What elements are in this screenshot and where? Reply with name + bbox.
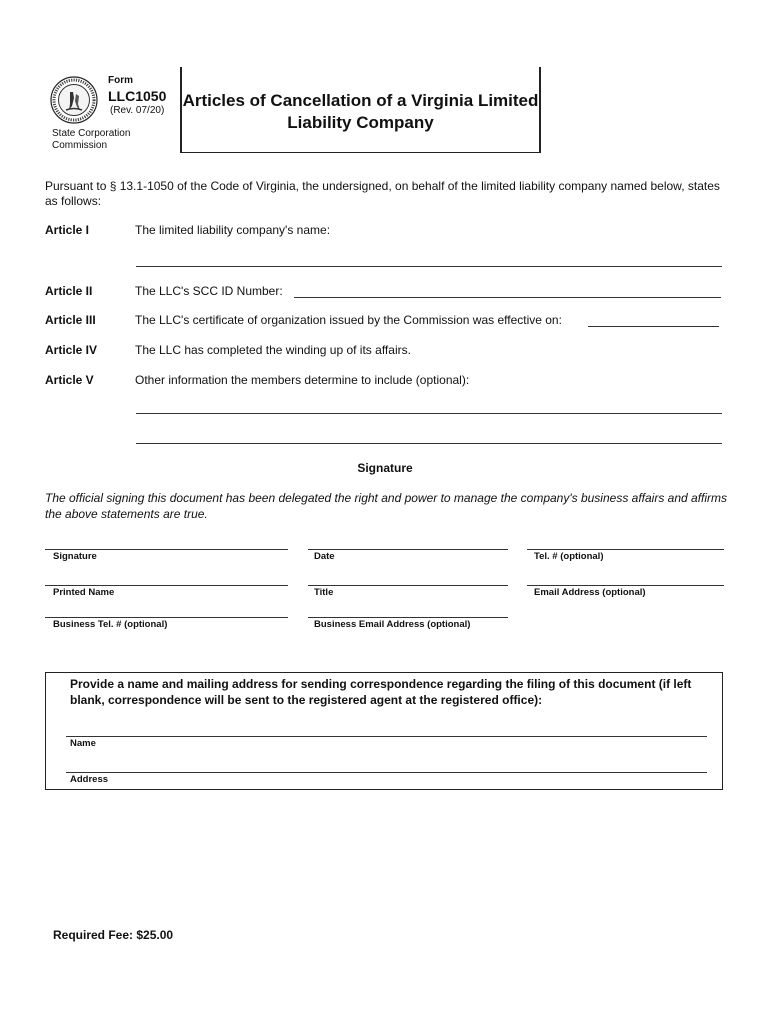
email-field[interactable] [527, 585, 724, 586]
signature-label: Signature [53, 551, 97, 562]
article-1-text: The limited liability company's name: [135, 223, 331, 237]
scc-id-field[interactable] [294, 297, 721, 298]
signature-heading: Signature [357, 461, 413, 475]
header-divider-right [539, 67, 541, 153]
signature-note: The official signing this document has been delegated the right and power to manage the company's business affairs and affirms the above statements are true. [45, 491, 728, 521]
business-tel-label: Business Tel. # (optional) [53, 619, 168, 630]
article-3-text: The LLC's certificate of organization issued by the Commission was effective on: [135, 313, 562, 327]
correspondence-name-field[interactable] [66, 736, 707, 737]
article-1-label: Article I [45, 223, 90, 237]
virginia-seal-icon [50, 76, 98, 124]
signature-field[interactable] [45, 549, 288, 550]
business-email-field[interactable] [308, 617, 508, 618]
correspondence-address-label: Address [70, 774, 109, 785]
article-5-label: Article V [45, 373, 94, 387]
article-2-text: The LLC's SCC ID Number: [135, 284, 283, 298]
article-5-text: Other information the members determine to include (optional): [135, 373, 470, 387]
correspondence-address-field[interactable] [66, 772, 707, 773]
article-2-label: Article II [45, 284, 93, 298]
form-number: LLC1050 [108, 88, 167, 104]
tel-field[interactable] [527, 549, 724, 550]
email-label: Email Address (optional) [534, 587, 646, 598]
effective-date-field[interactable] [588, 326, 719, 327]
intro-paragraph: Pursuant to § 13.1-1050 of the Code of Virginia, the undersigned, on behalf of the limited liability company named below, states as follows: [45, 179, 720, 208]
article-4-text: The LLC has completed the winding up of its affairs. [135, 343, 411, 357]
form-word: Form [108, 75, 133, 86]
page-title: Articles of Cancellation of a Virginia Limited Liability Company [182, 91, 539, 132]
header-rule [180, 152, 541, 153]
printed-name-field[interactable] [45, 585, 288, 586]
llc-name-field[interactable] [136, 266, 722, 267]
agency-name: State Corporation Commission [52, 128, 131, 151]
business-tel-field[interactable] [45, 617, 288, 618]
form-revision: (Rev. 07/20) [110, 105, 165, 116]
business-email-label: Business Email Address (optional) [314, 619, 471, 630]
correspondence-instructions: Provide a name and mailing address for sending correspondence regarding the filing of this document (if left blank, correspondence will be sent to the registered agent at the registered office): [70, 677, 692, 707]
other-info-field-1[interactable] [136, 413, 722, 414]
article-3-label: Article III [45, 313, 96, 327]
title-label: Title [314, 587, 334, 598]
article-4-label: Article IV [45, 343, 98, 357]
other-info-field-2[interactable] [136, 443, 722, 444]
title-field[interactable] [308, 585, 508, 586]
date-field[interactable] [308, 549, 508, 550]
date-label: Date [314, 551, 335, 562]
printed-name-label: Printed Name [53, 587, 115, 598]
tel-label: Tel. # (optional) [534, 551, 604, 562]
correspondence-name-label: Name [70, 738, 96, 749]
required-fee: Required Fee: $25.00 [53, 928, 174, 942]
